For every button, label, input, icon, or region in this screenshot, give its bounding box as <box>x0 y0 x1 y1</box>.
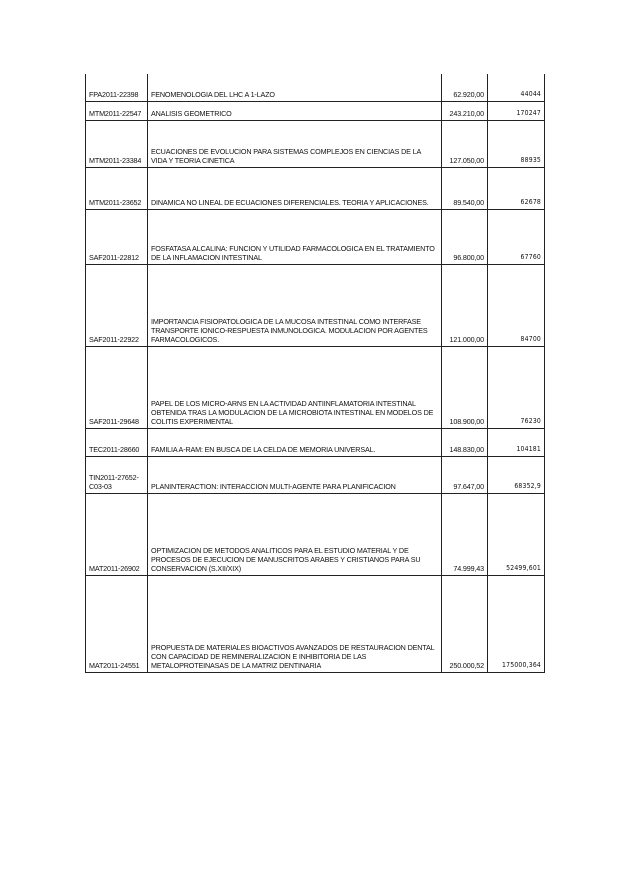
project-title: DINAMICA NO LINEAL DE ECUACIONES DIFERENCIALES. TEORIA Y APLICACIONES. <box>148 167 442 209</box>
project-amount: 108.900,00 <box>442 346 488 428</box>
project-amount: 97.647,00 <box>442 456 488 493</box>
project-value: 170247 <box>488 101 545 120</box>
project-title: ECUACIONES DE EVOLUCION PARA SISTEMAS COMPLEJOS EN CIENCIAS DE LA VIDA Y TEORIA CINETICA <box>148 120 442 167</box>
project-reference: TEC2011-28660 <box>86 428 148 456</box>
table-row <box>86 493 545 575</box>
project-title: FAMILIA A-RAM: EN BUSCA DE LA CELDA DE MEMORIA UNIVERSAL. <box>148 428 442 456</box>
project-reference: SAF2011-22812 <box>86 209 148 264</box>
project-title: OPTIMIZACION DE METODOS ANALITICOS PARA EL ESTUDIO MATERIAL Y DE PROCESOS DE EJECUCION DE MANUSCRITOS ARABES Y CRISTIANOS PARA SU CONSERVACION (S.XII/XIX) <box>148 493 442 575</box>
project-value: 84700 <box>488 264 545 346</box>
project-reference: TIN2011-27652-C03-03 <box>86 456 148 493</box>
project-reference: SAF2011-22922 <box>86 264 148 346</box>
project-title: ANALISIS GEOMETRICO <box>148 101 442 120</box>
project-value: 175000,364 <box>488 575 545 672</box>
table-row <box>86 120 545 167</box>
project-reference: FPA2011-22398 <box>86 74 148 101</box>
project-amount: 243.210,00 <box>442 101 488 120</box>
project-amount: 250.000,52 <box>442 575 488 672</box>
project-amount: 127.050,00 <box>442 120 488 167</box>
project-value: 68352,9 <box>488 456 545 493</box>
project-amount: 62.920,00 <box>442 74 488 101</box>
project-value: 52499,601 <box>488 493 545 575</box>
funding-table <box>85 74 545 673</box>
table-row <box>86 74 545 101</box>
table-row <box>86 264 545 346</box>
project-amount: 89.540,00 <box>442 167 488 209</box>
project-reference: MAT2011-24551 <box>86 575 148 672</box>
table-row <box>86 456 545 493</box>
project-reference: MTM2011-22547 <box>86 101 148 120</box>
project-value: 104181 <box>488 428 545 456</box>
table-row <box>86 428 545 456</box>
project-amount: 96.800,00 <box>442 209 488 264</box>
project-title: PLANINTERACTION: INTERACCION MULTI-AGENTE PARA PLANIFICACION <box>148 456 442 493</box>
project-amount: 148.830,00 <box>442 428 488 456</box>
table-row <box>86 346 545 428</box>
project-reference: MTM2011-23384 <box>86 120 148 167</box>
project-value: 67760 <box>488 209 545 264</box>
project-title: PROPUESTA DE MATERIALES BIOACTIVOS AVANZADOS DE RESTAURACION DENTAL CON CAPACIDAD DE REMINERALIZACION E INHIBITORIA DE LAS METALOPROTEINASAS DE LA MATRIZ DENTINARIA <box>148 575 442 672</box>
project-amount: 74.999,43 <box>442 493 488 575</box>
project-title: IMPORTANCIA FISIOPATOLOGICA DE LA MUCOSA INTESTINAL COMO INTERFASE TRANSPORTE IONICO-RESPUESTA INMUNOLOGICA. MODULACION POR AGENTES FARMACOLOGICOS. <box>148 264 442 346</box>
project-reference: SAF2011-29648 <box>86 346 148 428</box>
table-row <box>86 575 545 672</box>
project-title: FENOMENOLOGIA DEL LHC A 1-LAZO <box>148 74 442 101</box>
project-reference: MAT2011-26902 <box>86 493 148 575</box>
table-row <box>86 209 545 264</box>
project-title: FOSFATASA ALCALINA: FUNCION Y UTILIDAD FARMACOLOGICA EN EL TRATAMIENTO DE LA INFLAMACION INTESTINAL <box>148 209 442 264</box>
project-value: 62678 <box>488 167 545 209</box>
project-title: PAPEL DE LOS MICRO-ARNS EN LA ACTIVIDAD ANTIINFLAMATORIA INTESTINAL OBTENIDA TRAS LA MODULACION DE LA MICROBIOTA INTESTINAL EN MODELOS DE COLITIS EXPERIMENTAL <box>148 346 442 428</box>
project-value: 44044 <box>488 74 545 101</box>
project-reference: MTM2011-23652 <box>86 167 148 209</box>
project-value: 88935 <box>488 120 545 167</box>
project-amount: 121.000,00 <box>442 264 488 346</box>
table-row <box>86 101 545 120</box>
project-value: 76230 <box>488 346 545 428</box>
table-row <box>86 167 545 209</box>
